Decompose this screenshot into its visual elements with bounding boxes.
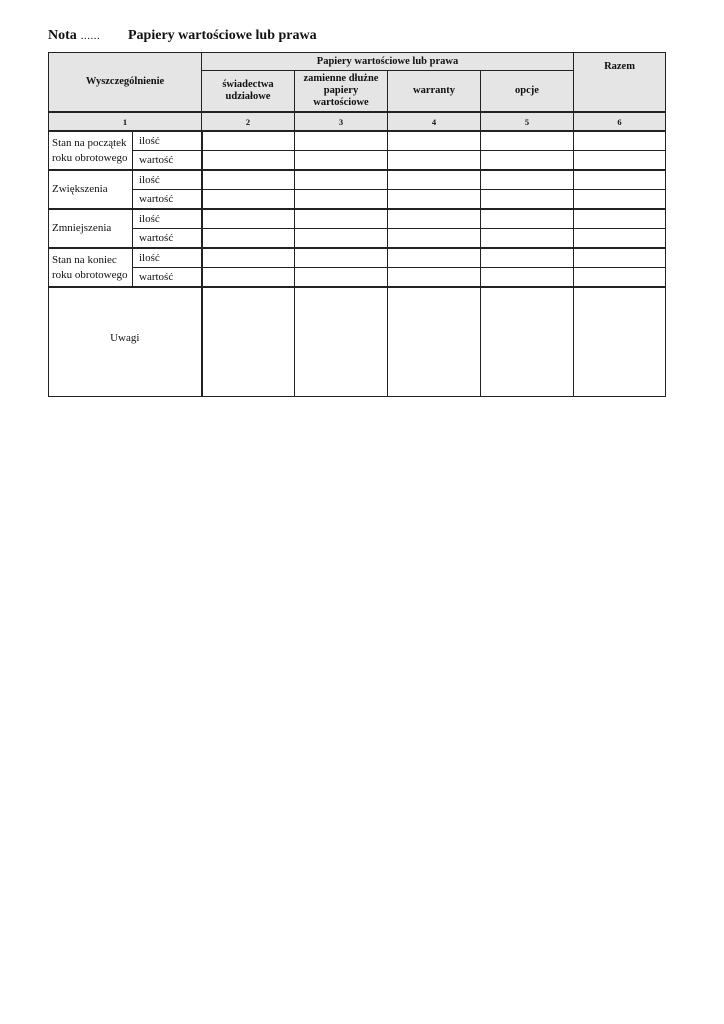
row-sublabel-quantity: ilość [133,209,202,229]
table-cell[interactable] [295,190,388,210]
table-cell[interactable] [574,287,666,397]
table-row [49,248,666,268]
table-cell[interactable] [481,170,574,190]
column-number: 4 [388,112,481,131]
table-row [49,151,666,171]
column-header-total: Razem [574,53,666,113]
table-cell[interactable] [574,170,666,190]
table-cell[interactable] [481,131,574,151]
table-cell[interactable] [574,131,666,151]
table-cell[interactable] [574,209,666,229]
row-sublabel-quantity: ilość [133,170,202,190]
column-number: 3 [295,112,388,131]
table-cell[interactable] [202,190,295,210]
row-sublabel-quantity: ilość [133,248,202,268]
table-cell[interactable] [574,248,666,268]
table-cell[interactable] [388,248,481,268]
table-cell[interactable] [388,287,481,397]
column-header-description: Wyszczególnienie [49,53,202,113]
column-number: 1 [49,112,202,131]
column-number: 6 [574,112,666,131]
table-cell[interactable] [481,229,574,249]
table-cell[interactable] [295,209,388,229]
table-row [49,268,666,288]
table-cell[interactable] [574,229,666,249]
note-number-placeholder: ...... [80,30,101,42]
row-label-decreases: Zmniejszenia [49,209,133,248]
table-cell[interactable] [388,131,481,151]
table-cell[interactable] [388,229,481,249]
column-header-options: opcje [481,71,574,113]
row-sublabel-value: wartość [133,229,202,249]
table-cell[interactable] [202,248,295,268]
securities-table [48,52,666,397]
note-heading [48,28,317,44]
table-cell[interactable] [481,151,574,171]
column-header-warrants: warranty [388,71,481,113]
table-cell[interactable] [388,268,481,288]
table-row [49,190,666,210]
table-cell[interactable] [295,170,388,190]
table-cell[interactable] [481,248,574,268]
column-header-convertible-debt: zamienne dłużne papiery wartościowe [295,71,388,113]
group-header-securities: Papiery wartościowe lub prawa [202,53,574,71]
table-cell[interactable] [481,209,574,229]
table-cell[interactable] [388,209,481,229]
table-cell[interactable] [202,170,295,190]
table-cell[interactable] [295,151,388,171]
table-cell[interactable] [481,268,574,288]
table-cell[interactable] [481,190,574,210]
table-cell[interactable] [481,287,574,397]
row-sublabel-quantity: ilość [133,131,202,151]
column-header-share-certificates: świadectwa udziałowe [202,71,295,113]
table-row [49,131,666,151]
table-cell[interactable] [202,151,295,171]
note-label: Nota [48,28,77,43]
note-title: Papiery wartościowe lub prawa [128,28,317,43]
row-label-increases: Zwiększenia [49,170,133,209]
table-cell[interactable] [295,229,388,249]
table-row [49,229,666,249]
column-number: 5 [481,112,574,131]
table-cell[interactable] [388,151,481,171]
row-sublabel-value: wartość [133,151,202,171]
row-label-remarks: Uwagi [49,287,202,397]
table-row-remarks [49,287,666,397]
column-number: 2 [202,112,295,131]
table-cell[interactable] [388,190,481,210]
table-cell[interactable] [295,287,388,397]
row-label-closing-balance: Stan na koniec roku obrotowego [49,248,133,287]
table-cell[interactable] [295,268,388,288]
table-cell[interactable] [574,268,666,288]
table-row [49,170,666,190]
table-cell[interactable] [574,190,666,210]
table-cell[interactable] [202,209,295,229]
table-cell[interactable] [574,151,666,171]
table-cell[interactable] [202,287,295,397]
table-cell[interactable] [202,229,295,249]
table-cell[interactable] [388,170,481,190]
table-cell[interactable] [202,131,295,151]
table-cell[interactable] [295,131,388,151]
table-cell[interactable] [295,248,388,268]
row-sublabel-value: wartość [133,190,202,210]
row-sublabel-value: wartość [133,268,202,288]
row-label-opening-balance: Stan na początek roku obrotowego [49,131,133,170]
table-row [49,209,666,229]
table-cell[interactable] [202,268,295,288]
